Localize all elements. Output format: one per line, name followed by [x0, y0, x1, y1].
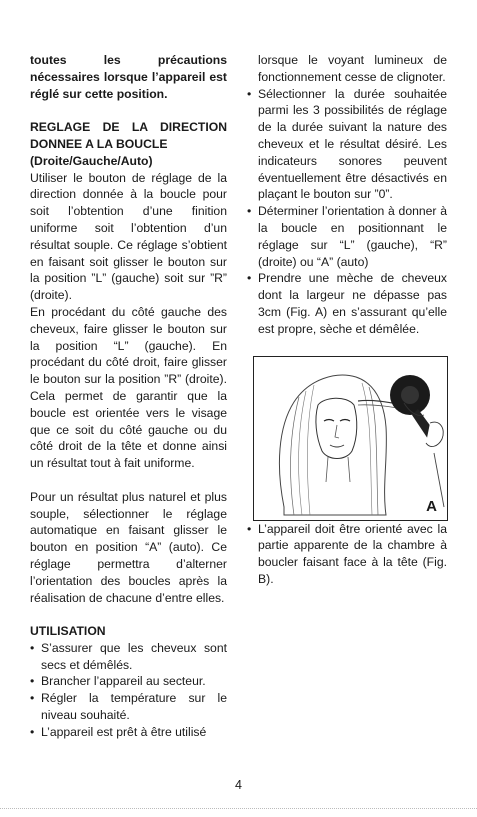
- list-item: • Prendre une mèche de cheveux dont la largeur ne dépasse pas 3cm (Fig. A) en s’assurant qu’elle est propre, sèche et démêlée.: [247, 270, 447, 337]
- figure-label: A: [426, 497, 437, 515]
- instruction-list: [247, 86, 447, 338]
- paragraph-direction-3: Pour un résultat plus naturel et plus souple, sélectionner le réglage automatique en faisant glisser le bouton en position “A” (auto). Ce réglage permettra d’alterner l’orientation des boucles après la réalisation de chacune d’entre elles.: [30, 489, 227, 605]
- intro-paragraph: toutes les précautions nécessaires lorsque l’appareil est réglé sur cette position.: [30, 53, 227, 101]
- continuation-paragraph: lorsque le voyant lumineux de fonctionnement cesse de clignoter.: [258, 53, 447, 84]
- left-column: [30, 52, 227, 741]
- list-item: • Brancher l’appareil au secteur.: [30, 673, 227, 690]
- paragraph-direction-2: En procédant du côté gauche des cheveux, faire glisser le bouton sur la position “L” (gauche). En procédant du côté droit, faire glisser le bouton sur la position ”R” (droite). Cela permet de garantir que la boucle est orientée vers le visage que ce soit du côté gauche ou du côté droit de la tête et donne ainsi un résultat tout à fait uniforme.: [30, 304, 227, 471]
- section-subheading-direction: (Droite/Gauche/Auto): [30, 153, 153, 168]
- list-item: • Sélectionner la durée souhaitée parmi les 3 possibilités de réglage de la durée suivant la nature des cheveux et le résultat désiré. Les indicateurs sonores peuvent éventuellement être désactivés en plaçant le bouton sur ”0”.: [247, 86, 447, 204]
- instruction-list-after-figure: [247, 521, 447, 588]
- utilisation-list: [30, 640, 227, 741]
- page-number: 4: [235, 778, 242, 792]
- right-column: [247, 52, 447, 588]
- list-item: • S’assurer que les cheveux sont secs et démêlés.: [30, 640, 227, 674]
- list-item: • Déterminer l’orientation à donner à la boucle en positionnant le réglage sur “L” (gauche), “R” (droite) ou “A” (auto): [247, 203, 447, 270]
- list-item: • Régler la température sur le niveau souhaité.: [30, 690, 227, 724]
- woman-curling-hair-illustration: [254, 357, 447, 520]
- bottom-divider: [0, 808, 477, 809]
- list-item: • L’appareil doit être orienté avec la partie apparente de la chambre à boucler faisant face à la tête (Fig. B).: [247, 521, 447, 588]
- list-item: • L’appareil est prêt à être utilisé: [30, 724, 227, 741]
- paragraph-direction-1: Utiliser le bouton de réglage de la direction donnée à la boucle pour soit l’obtention d’une finition uniforme soit l’obtention d’un résultat souple. Ce réglage s’obtient en faisant soit glisser le bouton sur la position ”L” (gauche) soit sur ”R” (droite).: [30, 170, 227, 303]
- figure-a: [253, 356, 448, 521]
- section-heading-direction: REGLAGE DE LA DIRECTION DONNEE A LA BOUCLE: [30, 120, 227, 151]
- section-heading-utilisation: UTILISATION: [30, 624, 106, 639]
